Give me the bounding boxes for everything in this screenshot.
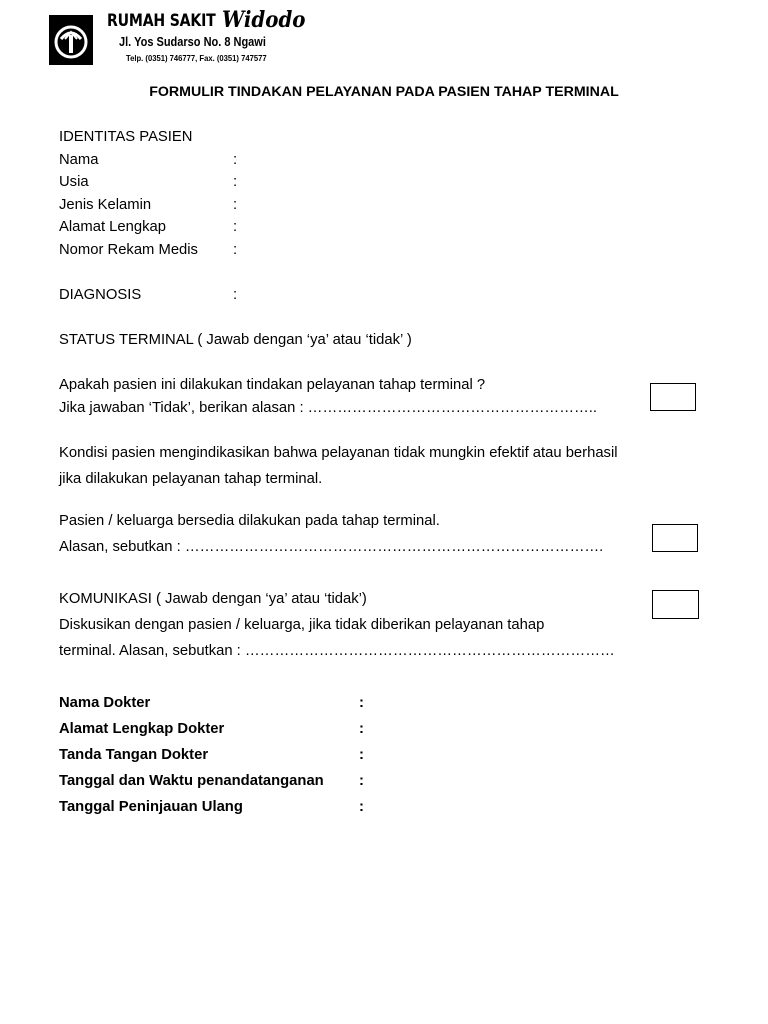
- answer-box-1[interactable]: [650, 383, 696, 411]
- diagnosis-label: DIAGNOSIS: [59, 287, 142, 303]
- field-colon: :: [233, 219, 238, 235]
- question-1-text: Apakah pasien ini dilakukan tindakan pelayanan tahap terminal ?: [59, 377, 486, 393]
- hospital-address: Jl. Yos Sudarso No. 8 Ngawi: [119, 35, 266, 49]
- hospital-logo-icon: [49, 15, 93, 65]
- field-colon: :: [233, 174, 238, 190]
- field-colon: :: [233, 197, 238, 213]
- status-terminal-heading: STATUS TERMINAL ( Jawab dengan ‘ya’ atau ‘tidak’ ): [59, 332, 412, 348]
- field-colon: :: [359, 747, 364, 763]
- question-1-reason: Jika jawaban ‘Tidak’, berikan alasan : …………………………………………………..: [59, 400, 598, 416]
- answer-box-3[interactable]: [652, 590, 699, 619]
- question-3-reason: Alasan, sebutkan : ………………………………………………………………………….: [59, 539, 604, 555]
- field-colon: :: [233, 152, 238, 168]
- field-colon: :: [233, 242, 238, 258]
- field-colon: :: [359, 721, 364, 737]
- dokter-label-peninjauan: Tanggal Peninjauan Ulang: [59, 799, 243, 815]
- dokter-label-tanda-tangan: Tanda Tangan Dokter: [59, 747, 209, 763]
- hospital-logo: [49, 15, 93, 65]
- form-title: FORMULIR TINDAKAN PELAYANAN PADA PASIEN TAHAP TERMINAL: [149, 84, 619, 100]
- identitas-heading: IDENTITAS PASIEN: [59, 129, 193, 145]
- field-colon: :: [359, 695, 364, 711]
- question-2-text-cont: jika dilakukan pelayanan tahap terminal.: [59, 471, 323, 487]
- komunikasi-text: Diskusikan dengan pasien / keluarga, jika tidak diberikan pelayanan tahap: [59, 617, 545, 633]
- komunikasi-reason: terminal. Alasan, sebutkan : …………………………………………………………………: [59, 643, 615, 659]
- dokter-label-alamat: Alamat Lengkap Dokter: [59, 721, 225, 737]
- komunikasi-heading: KOMUNIKASI ( Jawab dengan ‘ya’ atau ‘tidak’): [59, 591, 367, 607]
- question-2-text: Kondisi pasien mengindikasikan bahwa pelayanan tidak mungkin efektif atau berhasil: [59, 445, 618, 461]
- dokter-label-nama: Nama Dokter: [59, 695, 151, 711]
- field-label-alamat: Alamat Lengkap: [59, 219, 166, 235]
- field-colon: :: [233, 287, 238, 303]
- question-3-text: Pasien / keluarga bersedia dilakukan pada tahap terminal.: [59, 513, 440, 529]
- field-label-rekam-medis: Nomor Rekam Medis: [59, 242, 198, 258]
- answer-box-2[interactable]: [652, 524, 698, 552]
- hospital-phone: Telp. (0351) 746777, Fax. (0351) 747577: [126, 53, 267, 63]
- field-label-nama: Nama: [59, 152, 99, 168]
- field-colon: :: [359, 773, 364, 789]
- hospital-name-script: Widodo: [222, 7, 306, 33]
- dokter-label-tanggal-waktu: Tanggal dan Waktu penandatanganan: [59, 773, 324, 789]
- field-label-jenis-kelamin: Jenis Kelamin: [59, 197, 152, 213]
- field-label-usia: Usia: [59, 174, 89, 190]
- hospital-name: RUMAH SAKIT: [107, 11, 216, 31]
- field-colon: :: [359, 799, 364, 815]
